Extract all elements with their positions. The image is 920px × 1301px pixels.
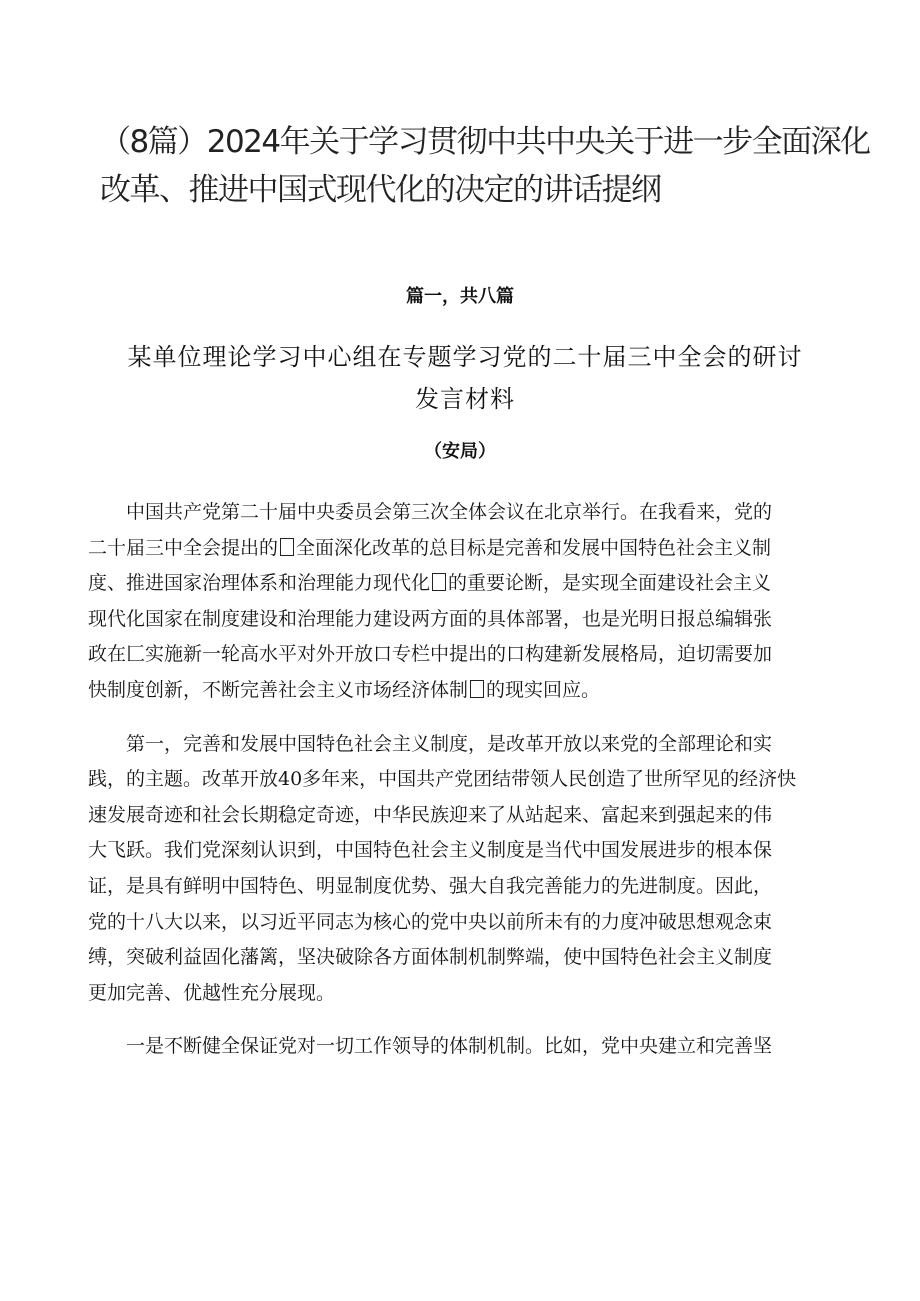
paragraph-line: 更加完善、优越性充分展现。 (88, 981, 336, 1004)
paragraph-line: 证，是具有鲜明中国特色、明显制度优势、强大自我完善能力的先进制度。因此， (88, 874, 773, 897)
paragraph-line: 大飞跃。我们党深刻认识到，中国特色社会主义制度是当代中国发展进步的根本保 (88, 839, 773, 862)
document-title (100, 118, 880, 214)
paragraph-line: 一是不断健全保证党对一切工作领导的体制机制。比如，党中央建立和完善坚 (126, 1035, 773, 1058)
paragraph-3 (88, 1029, 863, 1065)
paragraph-line: 现代化国家在制度建设和治理能力建设两方面的具体部署，也是光明日报总编辑张 (88, 607, 773, 630)
paragraph-line (88, 673, 863, 709)
paragraph-line: 党的十八大以来，以习近平同志为核心的党中央以前所未有的力度冲破思想观念束 (88, 910, 773, 933)
missing-glyph-box (470, 680, 484, 698)
paragraph-line: 缚，突破利益固化藩篱，坚决破除各方面体制机制弊端，使中国特色社会主义制度 (88, 946, 773, 969)
subtitle-line-2: 发言材料 (415, 385, 515, 413)
paragraph-line: 第一，完善和发展中国特色社会主义制度，是改革开放以来党的全部理论和实 (126, 732, 773, 755)
paragraph-2 (88, 727, 863, 1012)
title-line-2: 改革、推进中国式现代化的决定的讲话提纲 (100, 172, 661, 208)
subtitle-line-1: 某单位理论学习中心组在专题学习党的二十届三中全会的研讨 (127, 343, 803, 371)
paragraph-line (88, 531, 863, 567)
paragraph-line: 政在匚实施新一轮高水平对外开放口专栏中提出的口构建新发展格局，迫切需要加 (88, 643, 773, 666)
paragraph-line: 中国共产党第二十届中央委员会第三次全体会议在北京举行。在我看来，党的 (126, 501, 773, 523)
text-segment: 度、推进国家治理体系和治理能力现代化 (88, 572, 431, 595)
section-label: 篇一，共八篇 (406, 286, 514, 307)
body-text (88, 495, 863, 1083)
organization-label: （安局） (424, 441, 496, 462)
text-segment: 的重要论断，是实现全面建设社会主义 (448, 572, 772, 595)
subtitle (90, 336, 840, 420)
missing-glyph-box (432, 573, 446, 591)
paragraph-line: 速发展奇迹和社会长期稳定奇迹，中华民族迎来了从站起来、富起来到强起来的伟 (88, 803, 773, 826)
paragraph-1 (88, 495, 863, 709)
text-segment: 全面深化改革的总目标是完善和发展中国特色社会主义制 (296, 536, 772, 559)
text-segment: 二十届三中全会提出的 (88, 536, 279, 559)
text-segment: 的现实回应。 (486, 678, 601, 701)
paragraph-line: 践，的主题。改革开放40多年来，中国共产党团结带领人民创造了世所罕见的经济快 (88, 768, 797, 791)
title-line-1: （8篇）2024年关于学习贯彻中共中央关于进一步全面深化 (100, 124, 870, 160)
missing-glyph-box (280, 538, 294, 556)
paragraph-line (88, 566, 863, 602)
text-segment: 快制度创新，不断完善社会主义市场经济体制 (88, 678, 469, 701)
